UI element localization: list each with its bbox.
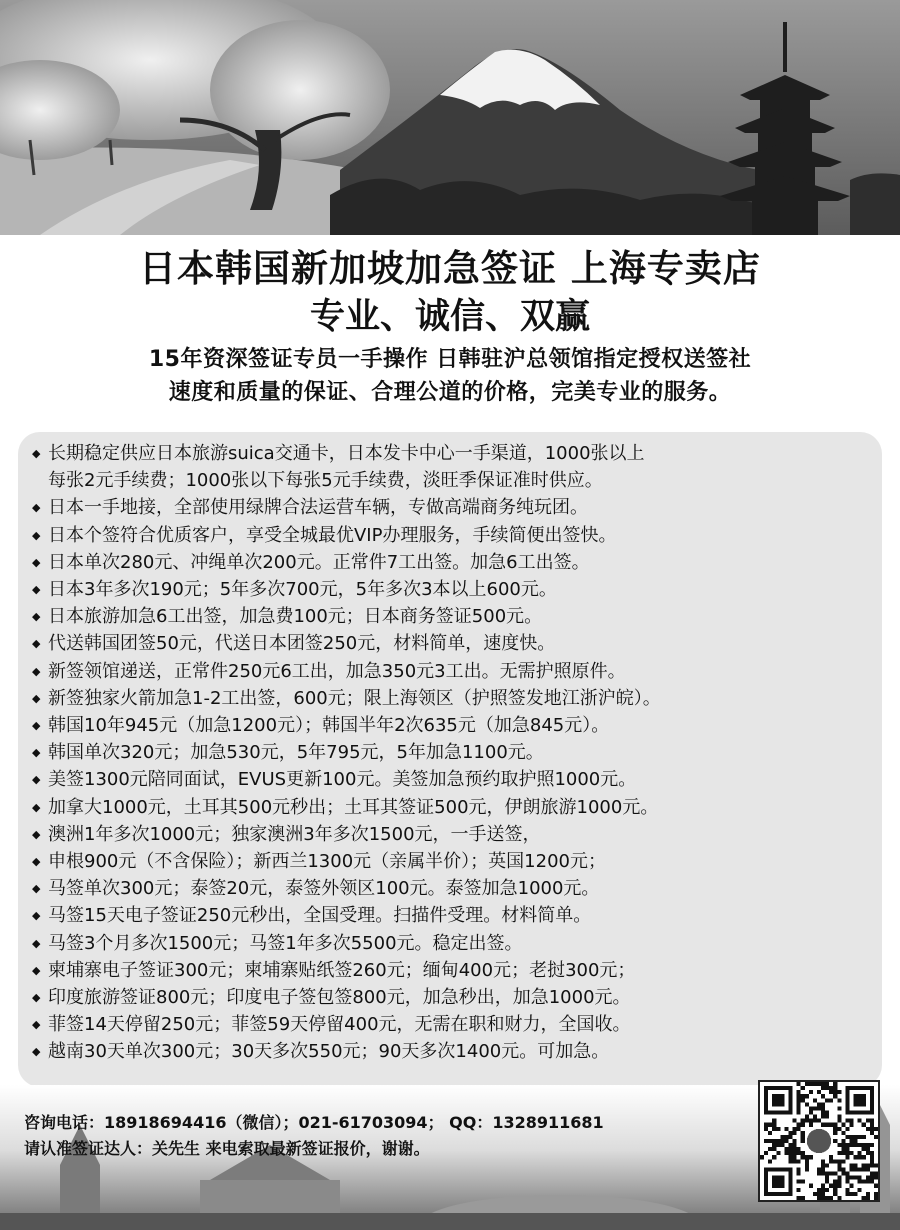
subtitle-line-2: 速度和质量的保证、合理公道的价格，完美专业的服务。 bbox=[168, 380, 732, 405]
hero-landscape-image bbox=[0, 0, 900, 235]
service-item-text: 美签1300元陪同面试，EVUS更新100元。美签加急预约取护照1000元。 bbox=[48, 769, 637, 791]
service-item bbox=[32, 576, 892, 603]
bullet-icon: ◆ bbox=[32, 936, 41, 950]
service-item bbox=[32, 440, 892, 494]
bullet-icon: ◆ bbox=[32, 610, 41, 624]
service-item-text: 日本一手地接，全部使用绿牌合法运营车辆，专做高端商务纯玩团。 bbox=[48, 497, 588, 519]
bullet-icon: ◆ bbox=[32, 664, 41, 678]
service-item-text: 日本单次280元、冲绳单次200元。正常件7工出签。加急6工出签。 bbox=[48, 551, 590, 573]
service-item-text: 申根900元（不含保险）；新西兰1300元（亲属半价）；英国1200元； bbox=[48, 851, 606, 873]
bullet-icon: ◆ bbox=[32, 909, 41, 923]
bullet-icon: ◆ bbox=[32, 1018, 41, 1032]
subtitle-line-1: 15年资深签证专员一手操作 日韩驻沪总领馆指定授权送签社 bbox=[148, 347, 752, 372]
bullet-icon: ◆ bbox=[32, 719, 41, 733]
bullet-icon: ◆ bbox=[32, 555, 41, 569]
service-item-text: 越南30天单次300元；30天多次550元；90天多次1400元。可加急。 bbox=[48, 1041, 610, 1063]
service-item bbox=[32, 494, 892, 521]
bullet-icon: ◆ bbox=[32, 827, 41, 841]
service-item-text: 每张2元手续费；1000张以下每张5元手续费，淡旺季保证准时供应。 bbox=[48, 470, 603, 492]
service-item-text: 印度旅游签证800元；印度电子签包签800元，加急秒出，加急1000元。 bbox=[48, 987, 631, 1009]
slogan: 专业、诚信、双赢 bbox=[309, 297, 590, 337]
qr-code-icon bbox=[758, 1080, 880, 1202]
service-item bbox=[32, 712, 892, 739]
service-item-text: 新签领馆递送，正常件250元6工出，加急350元3工出。无需护照原件。 bbox=[48, 660, 626, 682]
service-item-text: 日本旅游加急6工出签，加急费100元；日本商务签证500元。 bbox=[48, 606, 543, 628]
bullet-icon: ◆ bbox=[32, 447, 41, 460]
service-item bbox=[32, 902, 892, 929]
service-item bbox=[32, 984, 892, 1011]
service-item bbox=[32, 1038, 892, 1065]
bullet-icon: ◆ bbox=[32, 855, 41, 869]
service-item bbox=[32, 930, 892, 957]
bullet-icon: ◆ bbox=[32, 800, 41, 814]
service-item bbox=[32, 603, 892, 630]
service-item-text: 澳洲1年多次1000元；独家澳洲3年多次1500元，一手送签， bbox=[48, 823, 541, 845]
service-item-text: 代送韩国团签50元，代送日本团签250元，材料简单，速度快。 bbox=[48, 633, 556, 655]
service-item bbox=[32, 821, 892, 848]
page-title: 日本韩国新加坡加急签证 上海专卖店 bbox=[139, 247, 761, 290]
service-item bbox=[32, 522, 892, 549]
bullet-icon: ◆ bbox=[32, 528, 41, 542]
bullet-icon: ◆ bbox=[32, 691, 41, 705]
service-item bbox=[32, 685, 892, 712]
hero-banner bbox=[0, 0, 900, 235]
service-item-text: 长期稳定供应日本旅游suica交通卡，日本发卡中心一手渠道，1000张以上 bbox=[48, 443, 645, 464]
service-item-text: 日本3年多次190元；5年多次700元，5年多次3本以上600元。 bbox=[48, 579, 557, 601]
bullet-icon: ◆ bbox=[32, 882, 41, 896]
service-item-text: 马签15天电子签证250元秒出，全国受理。扫描件受理。材料简单。 bbox=[48, 905, 592, 927]
service-item-text: 加拿大1000元，土耳其500元秒出；土耳其签证500元，伊朗旅游1000元。 bbox=[48, 796, 659, 818]
bullet-icon: ◆ bbox=[32, 991, 41, 1005]
contact-phone-line: 咨询电话：18918694416（微信）；021-61703094； QQ：1328911681 bbox=[24, 1113, 604, 1132]
service-item-text: 日本个签符合优质客户，享受全城最优VIP办理服务，手续简便出签快。 bbox=[48, 524, 617, 546]
service-item-text: 菲签14天停留250元；菲签59天停留400元，无需在职和财力，全国收。 bbox=[48, 1014, 631, 1036]
service-item bbox=[32, 794, 892, 821]
bullet-icon: ◆ bbox=[32, 583, 41, 597]
bullet-icon: ◆ bbox=[32, 746, 41, 760]
service-item bbox=[32, 766, 892, 793]
service-item bbox=[32, 1011, 892, 1038]
bullet-icon: ◆ bbox=[32, 773, 41, 787]
bullet-icon: ◆ bbox=[32, 501, 41, 515]
contact-info bbox=[24, 1110, 604, 1162]
service-item-text: 马签3个月多次1500元；马签1年多次5500元。稳定出签。 bbox=[48, 932, 523, 954]
header bbox=[0, 240, 900, 410]
service-item-text: 新签独家火箭加急1-2工出签，600元；限上海领区（护照签发地江浙沪皖）。 bbox=[48, 687, 661, 709]
service-item bbox=[32, 848, 892, 875]
service-item-text: 马签单次300元；泰签20元，泰签外领区100元。泰签加急1000元。 bbox=[48, 878, 600, 900]
service-item-text: 韩国10年945元（加急1200元）；韩国半年2次635元（加急845元）。 bbox=[48, 715, 610, 737]
service-item bbox=[32, 549, 892, 576]
bullet-icon: ◆ bbox=[32, 963, 41, 977]
bullet-icon: ◆ bbox=[32, 637, 41, 651]
bullet-icon: ◆ bbox=[32, 1045, 41, 1059]
contact-agent-line: 请认准签证达人：关先生 来电索取最新签证报价，谢谢。 bbox=[24, 1139, 430, 1158]
service-item bbox=[32, 630, 892, 657]
service-item-text: 韩国单次320元；加急530元，5年795元，5年加急1100元。 bbox=[48, 742, 544, 764]
service-item-text: 柬埔寨电子签证300元；柬埔寨贴纸签260元；缅甸400元；老挝300元； bbox=[48, 959, 636, 981]
service-item bbox=[32, 658, 892, 685]
services-list bbox=[32, 440, 892, 1066]
service-item bbox=[32, 739, 892, 766]
service-item bbox=[32, 875, 892, 902]
service-item bbox=[32, 957, 892, 984]
